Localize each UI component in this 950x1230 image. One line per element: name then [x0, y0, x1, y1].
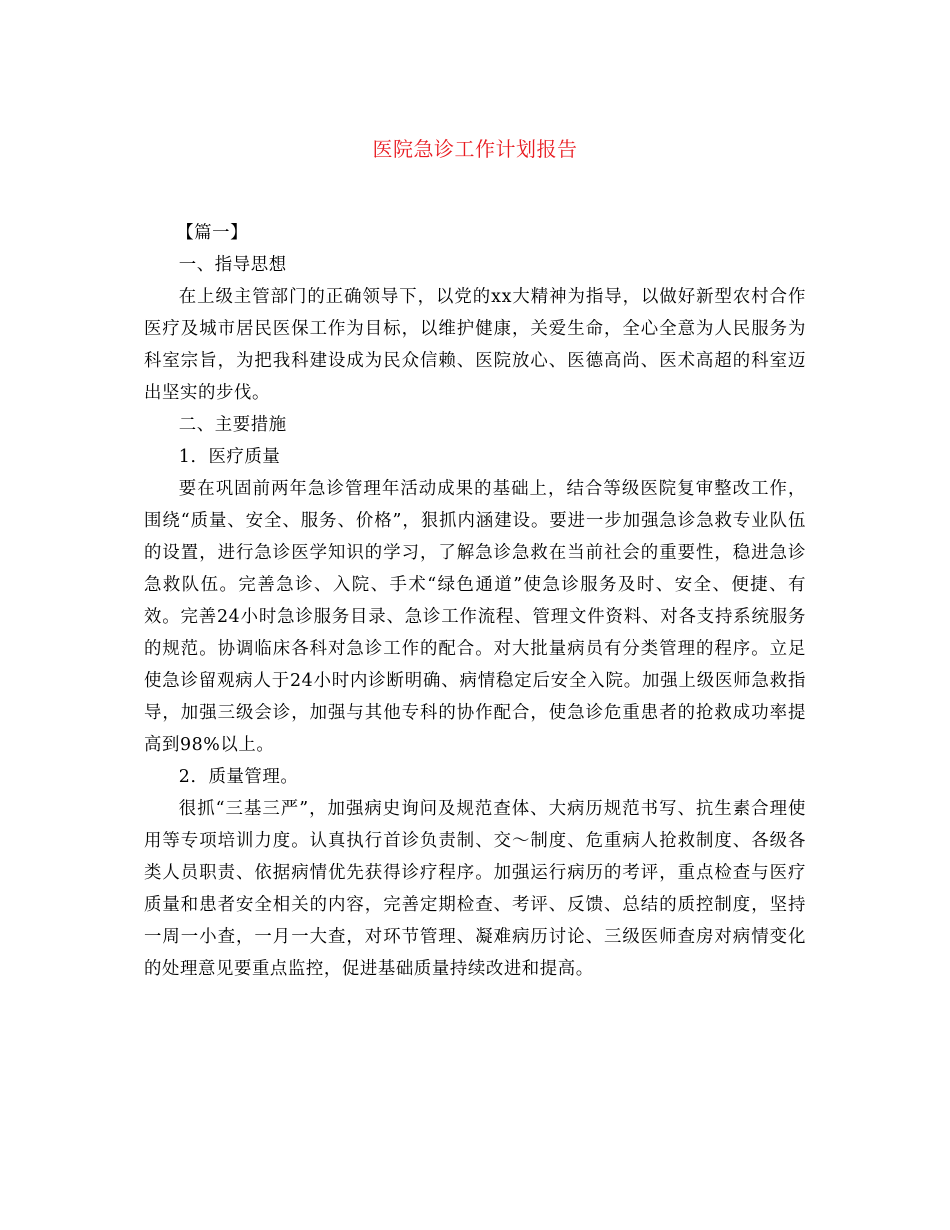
document-title: 医院急诊工作计划报告 [372, 137, 578, 161]
section-label: 【篇一】 [176, 223, 249, 243]
heading-guiding-ideology: 一、指导思想 [178, 255, 287, 275]
paragraph-medical-quality: 要在巩固前两年急诊管理年活动成果的基础上，结合等级医院复审整改工作，围绕“质量、安全、服务、价格”，狠抓内涵建设。要进一步加强急诊急救专业队伍的设置，进行急诊医学知识的学习，了解急诊急救在当前社会的重要性，稳进急诊急救队伍。完善急诊、入院、手术“绿色通道”使急诊服务及时、安全、便捷、有效。完善24小时急诊服务目录、急诊工作流程、管理文件资料、对各支持系统服务的规范。协调临床各科对急诊工作的配合。对大批量病员有分类管理的程序。立足使急诊留观病人于24小时内诊断明确、病情稳定后安全入院。加强上级医师急救指导，加强三级会诊，加强与其他专科的协作配合，使急诊危重患者的抢救成功率提高到98%以上。 [144, 479, 806, 755]
subheading-medical-quality: 1．医疗质量 [178, 447, 281, 467]
paragraph-quality-management: 很抓“三基三严”，加强病史询问及规范查体、大病历规范书写、抗生素合理使用等专项培训力度。认真执行首诊负责制、交～制度、危重病人抢救制度、各级各类人员职责、依据病情优先获得诊疗程序。加强运行病历的考评，重点检查与医疗质量和患者安全相关的内容，完善定期检查、考评、反馈、总结的质控制度，坚持一周一小查，一月一大查，对环节管理、凝难病历讨论、三级医师查房对病情变化的处理意见要重点监控，促进基础质量持续改进和提高。 [144, 799, 806, 979]
heading-main-measures: 二、主要措施 [178, 415, 287, 435]
subheading-quality-management: 2．质量管理。 [178, 767, 299, 787]
paragraph-guiding-ideology: 在上级主管部门的正确领导下，以党的xx大精神为指导，以做好新型农村合作医疗及城市居民医保工作为目标，以维护健康，关爱生命，全心全意为人民服务为科室宗旨，为把我科建设成为民众信赖、医院放心、医德高尚、医术高超的科室迈出坚实的步伐。 [144, 287, 806, 403]
document-body [144, 217, 806, 985]
